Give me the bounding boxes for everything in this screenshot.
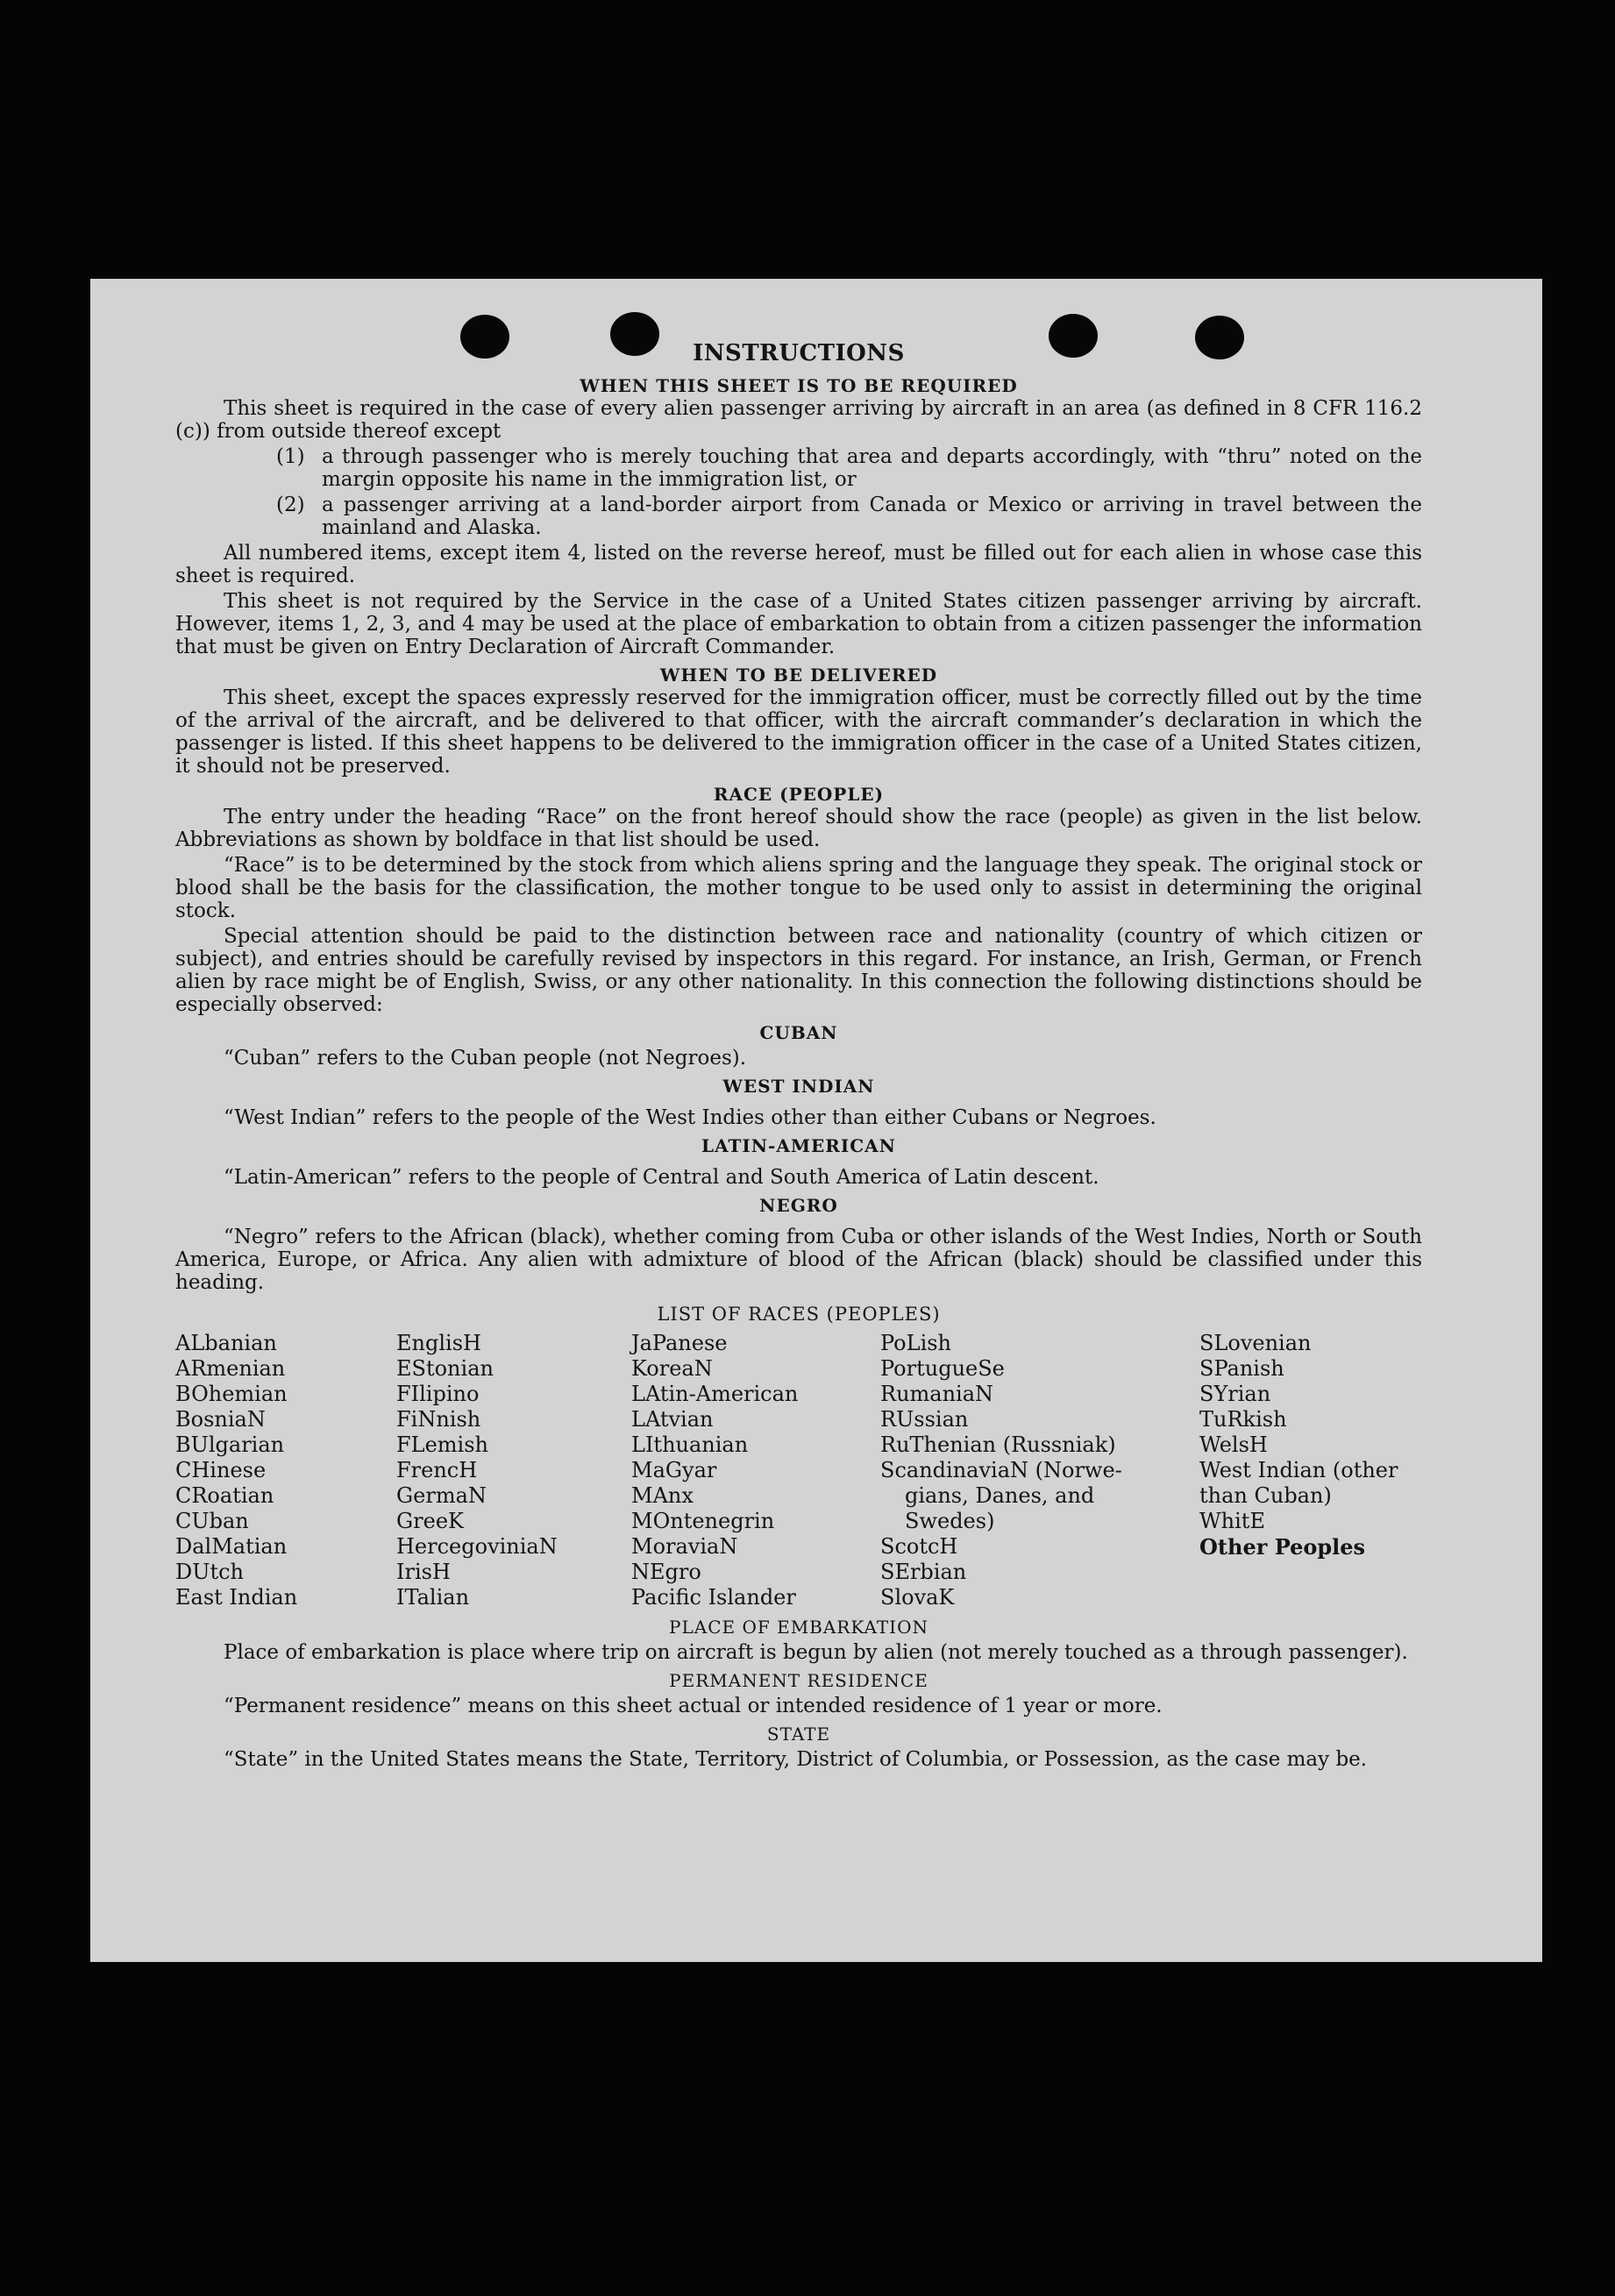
race-entry: DUtch xyxy=(175,1560,245,1584)
section-heading-when-delivered: WHEN TO BE DELIVERED xyxy=(659,665,938,686)
race-entry: SErbian xyxy=(880,1560,967,1584)
race-entry: MAnx xyxy=(631,1483,694,1508)
race-entry: EnglisH xyxy=(396,1331,481,1355)
race-column xyxy=(631,1331,880,1610)
race-entry: than Cuban) xyxy=(1199,1483,1332,1508)
race-entry: LIthuanian xyxy=(631,1432,749,1457)
paragraph: The entry under the heading “Race” on the front hereof should show the race (people) as given in the list below. Abbreviations as shown by boldface in that list should be used. xyxy=(175,806,1422,851)
race-entry: BOhemian xyxy=(175,1382,288,1406)
race-entry: BUlgarian xyxy=(175,1432,285,1457)
document-body xyxy=(175,338,1422,1771)
paragraph: This sheet is not required by the Service in the case of a United States citizen passenger arriving by aircraft. However, items 1, 2, 3, and 4 may be used at the place of embarkation to obtain from a citizen passenger the information that must be given on Entry Declaration of Aircraft Commander. xyxy=(175,590,1422,658)
race-entry: KoreaN xyxy=(631,1356,713,1381)
race-entry: MoraviaN xyxy=(631,1534,738,1559)
section-heading-when-required: WHEN THIS SHEET IS TO BE REQUIRED xyxy=(580,375,1018,396)
race-entry: EStonian xyxy=(396,1356,494,1381)
item-number: (2) xyxy=(276,494,305,516)
race-entry: CHinese xyxy=(175,1458,267,1482)
race-entry: SlovaK xyxy=(880,1585,955,1610)
section-heading-state: STATE xyxy=(766,1724,831,1745)
race-entry: NEgro xyxy=(631,1560,701,1584)
race-entry: MOntenegrin xyxy=(631,1509,775,1533)
race-entry: ALbanian xyxy=(175,1331,277,1355)
section-heading-residence: PERMANENT RESIDENCE xyxy=(669,1670,928,1691)
race-entry: RumaniaN xyxy=(880,1382,994,1406)
race-entry: Other Peoples xyxy=(1199,1534,1366,1560)
paragraph: This sheet is required in the case of every alien passenger arriving by aircraft in an area (as defined in 8 CFR 116.2 (c)) from outside thereof except xyxy=(175,397,1422,443)
race-entry: SYrian xyxy=(1199,1382,1271,1406)
race-entry: PortugueSe xyxy=(880,1356,1005,1381)
race-column xyxy=(880,1331,1199,1610)
race-entry: HercegoviniaN xyxy=(396,1534,558,1559)
race-entry: PoLish xyxy=(880,1331,952,1355)
race-entry: ITalian xyxy=(396,1585,470,1610)
subsection-heading: CUBAN xyxy=(759,1022,838,1043)
race-entry: ScandinaviaN (Norwe- xyxy=(880,1458,1122,1482)
race-entry: WelsH xyxy=(1199,1432,1268,1457)
race-entry: WhitE xyxy=(1199,1509,1265,1533)
item-number: (1) xyxy=(276,445,305,468)
race-entry: CUban xyxy=(175,1509,249,1533)
race-entry: BosniaN xyxy=(175,1407,266,1432)
race-entry: DalMatian xyxy=(175,1534,288,1559)
race-entry: SPanish xyxy=(1199,1356,1284,1381)
section-heading-race: RACE (PEOPLE) xyxy=(713,784,885,805)
paragraph: All numbered items, except item 4, listed on the reverse hereof, must be filled out for each alien in whose case this sheet is required. xyxy=(175,542,1422,587)
subsection-heading: WEST INDIAN xyxy=(722,1076,875,1097)
race-entry: LAtin-American xyxy=(631,1382,799,1406)
race-entry: TuRkish xyxy=(1199,1407,1287,1432)
race-column xyxy=(1199,1331,1422,1610)
race-entry: MaGyar xyxy=(631,1458,717,1482)
race-entry: FiNnish xyxy=(396,1407,481,1432)
paragraph: Place of embarkation is place where trip on aircraft is begun by alien (not merely touched as a through passenger). xyxy=(224,1641,1408,1664)
race-entry: IrisH xyxy=(396,1560,451,1584)
race-entry: Pacific Islander xyxy=(631,1585,796,1610)
race-entry: SLovenian xyxy=(1199,1331,1312,1355)
paragraph: “Latin-American” refers to the people of Central and South America of Latin descent. xyxy=(224,1166,1099,1189)
list-item xyxy=(175,445,1422,491)
race-entry: RUssian xyxy=(880,1407,969,1432)
race-entry: ARmenian xyxy=(175,1356,286,1381)
race-entry: East Indian xyxy=(175,1585,298,1610)
paragraph: “Cuban” refers to the Cuban people (not Negroes). xyxy=(224,1047,747,1070)
race-entry: JaPanese xyxy=(631,1331,728,1355)
race-entry: Swedes) xyxy=(905,1509,995,1533)
item-text: a through passenger who is merely touching that area and departs accordingly, with “thru” noted on the margin opposite his name in the immigration list, or xyxy=(322,445,1422,491)
paragraph: “Race” is to be determined by the stock from which aliens spring and the language they speak. The original stock or blood shall be the basis for the classification, the mother tongue to be used only to assist in determining the original stock. xyxy=(175,854,1422,922)
subsection-heading: NEGRO xyxy=(759,1195,838,1216)
race-entry: FIlipino xyxy=(396,1382,480,1406)
paragraph: “Negro” refers to the African (black), whether coming from Cuba or other islands of the West Indies, North or South America, Europe, or Africa. Any alien with admixture of blood of the African (black) should be classified under this heading. xyxy=(175,1226,1422,1294)
instruction-sheet xyxy=(90,279,1542,1962)
list-item xyxy=(175,494,1422,539)
race-entry: RuThenian (Russniak) xyxy=(880,1432,1116,1457)
race-entry: West Indian (other xyxy=(1199,1458,1398,1482)
race-entry: gians, Danes, and xyxy=(905,1483,1095,1508)
paragraph: Special attention should be paid to the distinction between race and nationality (country of which citizen or subject), and entries should be carefully revised by inspectors in this regard. For instance, an Irish, German, or French alien by race might be of English, Swiss, or any other nationality. In this connection the following distinctions should be especially observed: xyxy=(175,925,1422,1016)
page-title: INSTRUCTIONS xyxy=(693,340,905,366)
race-column xyxy=(396,1331,631,1610)
race-entry: CRoatian xyxy=(175,1483,274,1508)
race-entry: FLemish xyxy=(396,1432,488,1457)
race-entry: LAtvian xyxy=(631,1407,714,1432)
race-entry: GermaN xyxy=(396,1483,487,1508)
item-text: a passenger arriving at a land-border airport from Canada or Mexico or arriving in travel between the mainland and Alaska. xyxy=(322,494,1422,539)
race-list xyxy=(175,1331,1422,1610)
paragraph: This sheet, except the spaces expressly reserved for the immigration officer, must be correctly filled out by the time of the arrival of the aircraft, and be delivered to that officer, with the aircraft commander’s declaration in which the passenger is listed. If this sheet happens to be delivered to the immigration officer in the case of a United States citizen, it should not be preserved. xyxy=(175,686,1422,778)
section-heading-embarkation: PLACE OF EMBARKATION xyxy=(669,1617,928,1638)
paragraph: “West Indian” refers to the people of the West Indies other than either Cubans or Negroes. xyxy=(224,1106,1156,1129)
race-entry: ScotcH xyxy=(880,1534,958,1559)
paragraph: “Permanent residence” means on this sheet actual or intended residence of 1 year or more. xyxy=(224,1695,1163,1717)
race-column xyxy=(175,1331,396,1610)
race-list-heading: LIST OF RACES (PEOPLES) xyxy=(657,1304,941,1325)
subsection-heading: LATIN-AMERICAN xyxy=(701,1135,896,1156)
race-entry: FrencH xyxy=(396,1458,478,1482)
paragraph: “State” in the United States means the State, Territory, District of Columbia, or Possession, as the case may be. xyxy=(224,1748,1368,1771)
race-entry: GreeK xyxy=(396,1509,464,1533)
